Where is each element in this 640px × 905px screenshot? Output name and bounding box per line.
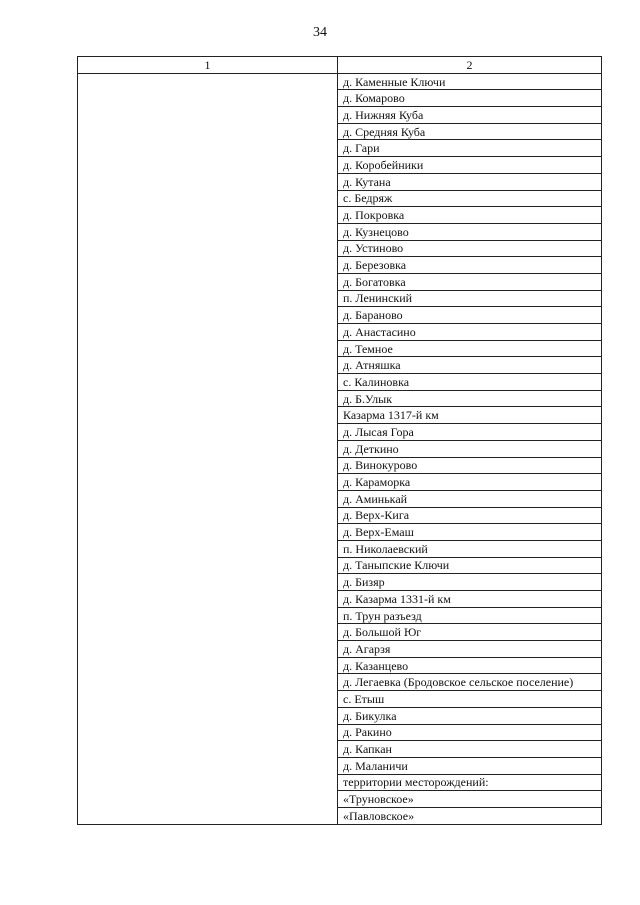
settlement-cell: д. Гари xyxy=(338,140,602,157)
settlement-cell: Казарма 1317-й км xyxy=(338,407,602,424)
settlement-cell: д. Коробейники xyxy=(338,157,602,174)
settlement-cell: п. Ленинский xyxy=(338,290,602,307)
settlement-cell: д. Темное xyxy=(338,340,602,357)
settlement-cell: д. Анастасино xyxy=(338,324,602,341)
settlement-cell: д. Верх-Кига xyxy=(338,507,602,524)
settlement-cell: д. Бизяр xyxy=(338,574,602,591)
settlement-cell: д. Капкан xyxy=(338,741,602,758)
settlement-cell: д. Б.Улык xyxy=(338,390,602,407)
settlement-cell: д. Устиново xyxy=(338,240,602,257)
table-body xyxy=(78,73,602,824)
settlement-cell: д. Средняя Куба xyxy=(338,123,602,140)
settlement-cell: д. Кузнецово xyxy=(338,223,602,240)
settlement-cell: д. Богатовка xyxy=(338,273,602,290)
settlement-cell: д. Верх-Емаш xyxy=(338,524,602,541)
settlement-cell: д. Легаевка (Бродовское сельское поселение) xyxy=(338,674,602,691)
settlement-cell: территории месторождений: xyxy=(338,774,602,791)
page-number: 34 xyxy=(313,25,327,40)
settlement-cell: д. Атняшка xyxy=(338,357,602,374)
settlement-cell: д. Нижняя Куба xyxy=(338,107,602,124)
settlement-cell: с. Бедряж xyxy=(338,190,602,207)
settlement-cell: п. Трун разъезд xyxy=(338,607,602,624)
settlement-cell: с. Етыш xyxy=(338,691,602,708)
settlement-cell: д. Караморка xyxy=(338,474,602,491)
settlement-cell: д. Ракино xyxy=(338,724,602,741)
settlement-cell: д. Агарзя xyxy=(338,641,602,658)
settlement-cell: п. Николаевский xyxy=(338,540,602,557)
settlement-cell: д. Винокурово xyxy=(338,457,602,474)
settlement-cell: д. Комарово xyxy=(338,90,602,107)
settlement-cell: д. Лысая Гора xyxy=(338,424,602,441)
settlement-cell: д. Бараново xyxy=(338,307,602,324)
document-table xyxy=(77,56,602,825)
settlement-cell: д. Каменные Ключи xyxy=(338,73,602,90)
table-row xyxy=(78,73,602,90)
column-2-header: 2 xyxy=(338,57,602,74)
settlement-cell: д. Большой Юг xyxy=(338,624,602,641)
settlement-cell: «Павловское» xyxy=(338,807,602,824)
settlement-cell: д. Березовка xyxy=(338,257,602,274)
table-header-row xyxy=(78,57,602,74)
settlement-cell: д. Покровка xyxy=(338,207,602,224)
settlement-cell: д. Деткино xyxy=(338,440,602,457)
settlement-cell: с. Калиновка xyxy=(338,374,602,391)
settlement-cell: д. Бикулка xyxy=(338,707,602,724)
settlement-cell: д. Казарма 1331-й км xyxy=(338,591,602,608)
settlement-cell: д. Казанцево xyxy=(338,657,602,674)
settlement-cell: д. Маланичи xyxy=(338,757,602,774)
settlement-cell: «Труновское» xyxy=(338,791,602,808)
settlement-cell: д. Аминькай xyxy=(338,490,602,507)
column-1-cell xyxy=(78,73,338,824)
column-1-header: 1 xyxy=(78,57,338,74)
settlement-cell: д. Кутана xyxy=(338,173,602,190)
settlement-cell: д. Таныпские Ключи xyxy=(338,557,602,574)
